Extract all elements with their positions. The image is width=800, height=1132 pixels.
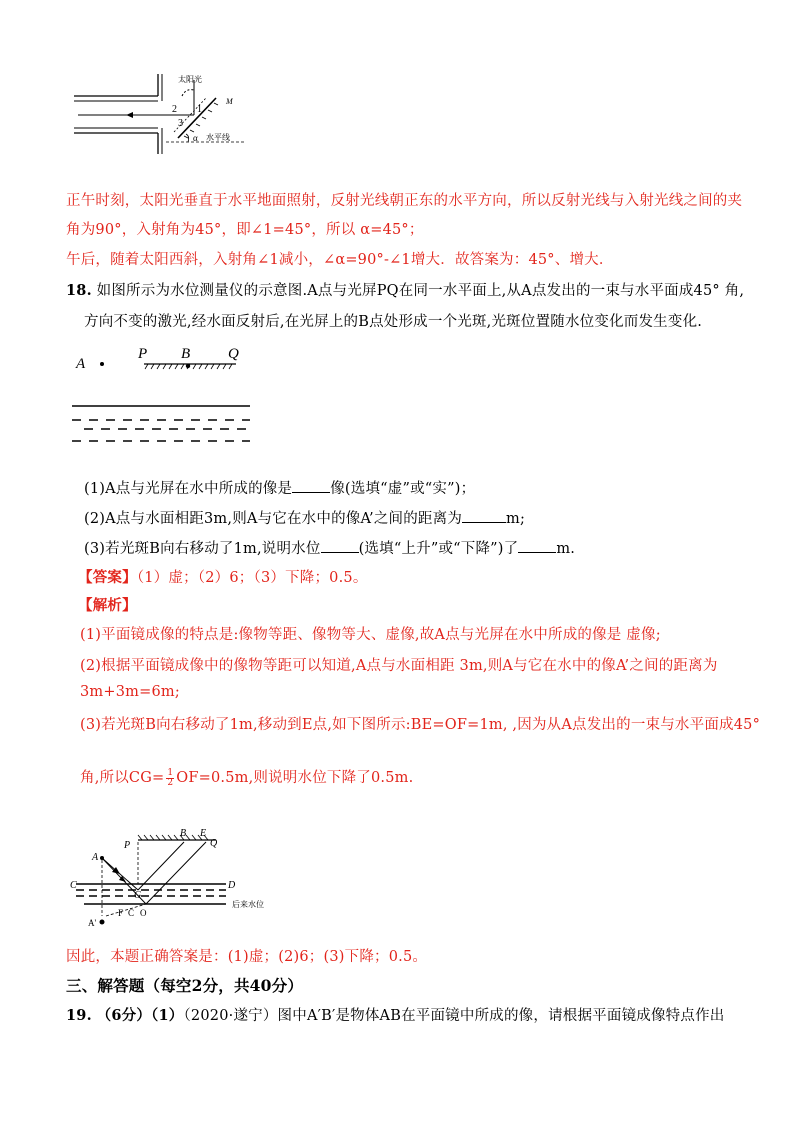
- angle-1-label: 1: [197, 104, 202, 115]
- horizon-label: 水平线: [206, 133, 230, 142]
- fig2-o-label: O: [140, 908, 147, 918]
- q18-stem-line-1: [66, 279, 744, 300]
- q18-sub-3-text: (3)若光斑B向右移动了1m,说明水位: [84, 541, 321, 557]
- analysis-line-5-suffix: OF=0.5m,则说明水位下降了0.5m.: [176, 770, 414, 786]
- fig2-p-label: P: [124, 840, 131, 851]
- q17-analysis-line-1: 正午时刻，太阳光垂直于水平地面照射，反射光线朝正东的水平方向，所以反射光线与入射光线之间的夹: [66, 193, 743, 209]
- sun-label: 太阳光: [178, 75, 202, 84]
- point-b-label: B: [181, 346, 191, 362]
- answer-text: （1）虚；（2）6；（3）下降；0.5。: [136, 570, 368, 586]
- fig2-q-label: Q: [210, 838, 218, 849]
- q18-sub-3-blank-2[interactable]: [518, 538, 556, 553]
- q18-number: 18.: [66, 282, 92, 299]
- mirror-label: M: [226, 97, 233, 106]
- point-p-label: P: [138, 346, 148, 362]
- q18-sub-1-blank[interactable]: [292, 478, 330, 493]
- q18-conclusion: 因此，本题正确答案是：(1)虚；(2)6；(3)下降；0.5。: [66, 949, 428, 965]
- q19-stem: [66, 1004, 724, 1025]
- point-q-label: Q: [228, 346, 239, 362]
- fig2-f-label: F: [118, 908, 124, 918]
- analysis-line-5: [80, 766, 413, 788]
- sunlight-reflection-figure: [66, 68, 266, 160]
- q18-sub-2: [84, 507, 525, 528]
- analysis-figure: [66, 820, 296, 932]
- q18-sub-1-text: (1)A点与光屏在水中所成的像是: [84, 481, 293, 497]
- fig2-c-label: C: [70, 880, 77, 891]
- analysis-line-1: (1)平面镜成像的特点是:像物等距、像物等大、虚像,故A点与光屏在水中所成的像是 虚像;: [80, 627, 661, 643]
- analysis-line-5-prefix: 角,所以CG=: [80, 770, 165, 786]
- alpha-label: α: [193, 133, 198, 143]
- analysis-line-2: (2)根据平面镜成像中的像物等距可以知道,A点与水面相距 3m,则A与它在水中的像A’之间的距离为: [80, 658, 718, 674]
- q18-sub-3-suffix: m.: [556, 541, 576, 557]
- q18-sub-3: [84, 537, 575, 558]
- analysis-line-4: (3)若光斑B向右移动了1m,移动到E点,如下图所示:BE=OF=1m, ,因为从A点发出的一束与水平面成45°: [80, 717, 761, 733]
- q18-stem-line-2: 方向不变的激光,经水面反射后,在光屏上的B点处形成一个光斑,光斑位置随水位变化而发生变化.: [84, 314, 703, 330]
- analysis-line-3: 3m+3m=6m;: [80, 684, 180, 700]
- q18-sub-1: [84, 477, 475, 498]
- q18-sub-2-blank[interactable]: [462, 508, 506, 523]
- half-fraction: [166, 769, 174, 788]
- answer-label: 【答案】: [78, 569, 137, 586]
- fig2-c-bottom-label: C: [128, 908, 135, 918]
- fig2-a-label: A: [92, 852, 99, 863]
- q18-answer: [78, 566, 368, 587]
- angle-2-label: 2: [172, 104, 177, 115]
- fraction-numerator: 1: [167, 767, 174, 778]
- fig2-e-label: E: [200, 828, 207, 839]
- q19-part: （1）: [151, 1007, 184, 1024]
- q19-number: 19.: [66, 1007, 92, 1024]
- analysis-label: 【解析】: [78, 597, 137, 614]
- q19-text: （2020·遂宁）图中A′B′是物体AB在平面镜中所成的像，请根据平面镜成像特点作出: [183, 1008, 725, 1024]
- q19-score: （6分）: [96, 1007, 152, 1024]
- q18-stem-text-1: 如图所示为水位测量仪的示意图.A点与光屏PQ在同一水平面上,从A点发出的一束与水平面成45° 角,: [96, 283, 745, 299]
- q17-analysis-line-3: 午后，随着太阳西斜，入射角∠1减小，∠α=90°-∠1增大．故答案为：45°、增大．: [66, 252, 614, 268]
- fraction-denominator: 2: [167, 777, 174, 788]
- q18-sub-3-middle: (选填“上升”或“下降”)了: [358, 541, 519, 557]
- q18-sub-3-blank-1[interactable]: [321, 538, 359, 553]
- fig2-a-prime-label: A': [88, 918, 97, 928]
- fig2-d-label: D: [228, 880, 236, 891]
- fig2-later-water-level: 后来水位: [232, 900, 264, 909]
- fig2-b-label: B: [180, 828, 187, 839]
- section-3-title: 三、解答题（每空2分，共40分）: [66, 976, 304, 995]
- q17-analysis-line-2: 角为90°，入射角为45°，即∠1=45°，所以 α=45°；: [66, 222, 424, 238]
- angle-3-label: 3: [178, 118, 183, 129]
- water-level-meter-figure: [66, 340, 256, 450]
- q18-sub-2-text: (2)A点与水面相距3m,则A与它在水中的像A’之间的距离为: [84, 511, 463, 527]
- fig2-g-label: G: [134, 890, 142, 901]
- q18-sub-1-suffix: 像(选填“虚”或“实”)；: [330, 481, 476, 497]
- point-a-label: A: [76, 356, 86, 372]
- q18-sub-2-suffix: m;: [506, 511, 526, 527]
